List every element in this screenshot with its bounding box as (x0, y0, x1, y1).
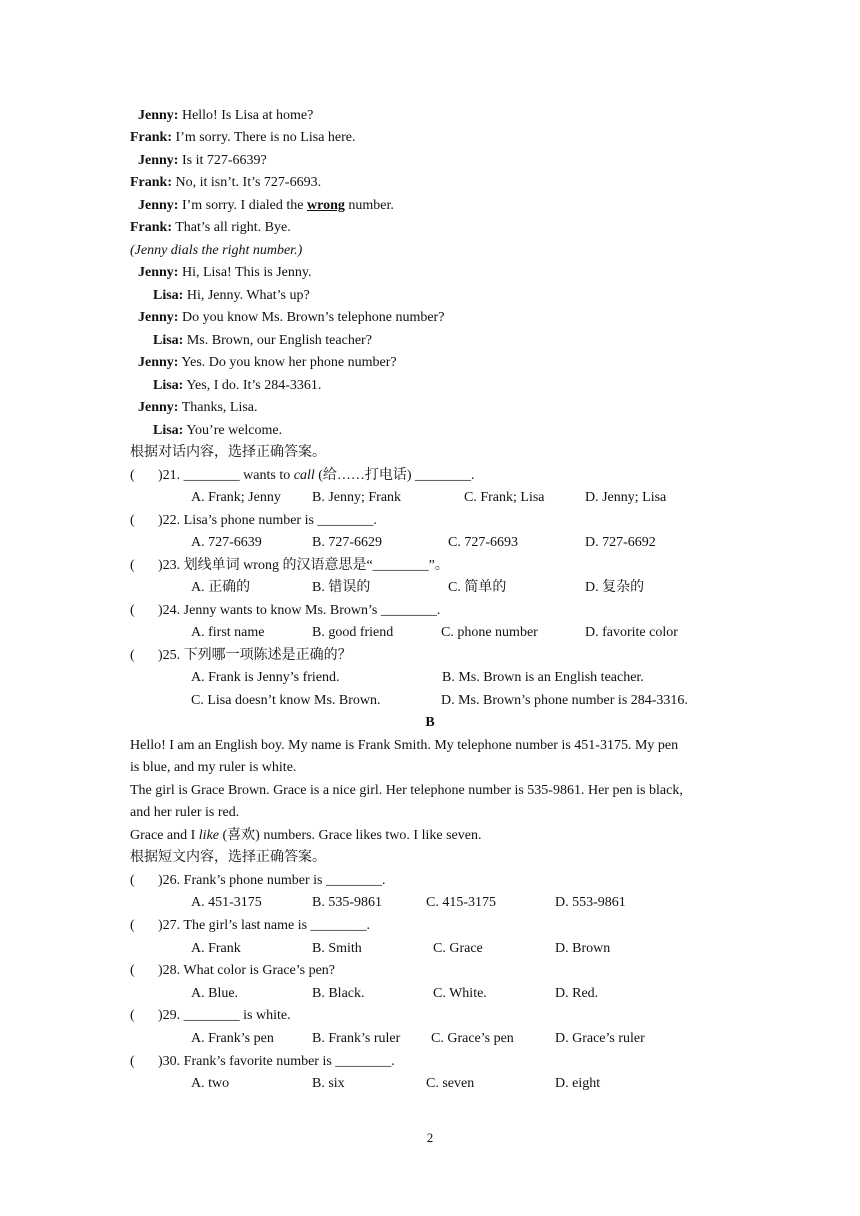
option-d: D. eight (555, 1076, 601, 1091)
answer-bracket[interactable]: ( (130, 603, 135, 618)
option-c: C. phone number (441, 625, 538, 640)
option-a: A. Frank is Jenny’s friend. (191, 670, 340, 685)
passage-line: Hello! I am an English boy. My name is Frank Smith. My telephone number is 451-3175. My pen (130, 738, 679, 753)
dialogue-line: Jenny: Thanks, Lisa. (138, 400, 258, 415)
underlined-word: wrong (307, 198, 345, 213)
question-26: )26. Frank’s phone number is ________. (158, 873, 386, 888)
dialogue-line: Frank: I’m sorry. There is no Lisa here. (130, 130, 356, 145)
question-25: )25. 下列哪一项陈述是正确的？ (158, 648, 352, 663)
dialogue-line: Lisa: Yes, I do. It’s 284-3361. (153, 378, 322, 393)
answer-bracket[interactable]: ( (130, 963, 135, 978)
passage-line: is blue, and my ruler is white. (130, 760, 297, 775)
passage-line: and her ruler is red. (130, 805, 240, 820)
dialogue-line: Jenny: Yes. Do you know her phone number? (138, 355, 397, 370)
answer-bracket[interactable]: ( (130, 558, 135, 573)
option-a: A. 727-6639 (191, 535, 262, 550)
option-a: A. 正确的 (191, 580, 251, 595)
question-21: )21. ________ wants to call (给……打电话) ________. (158, 468, 475, 483)
option-a: A. Frank (191, 941, 241, 956)
instruction-a: 根据对话内容，选择正确答案。 (130, 445, 326, 460)
section-b-heading: B (425, 715, 435, 730)
question-28: )28. What color is Grace’s pen? (158, 963, 336, 978)
option-b: B. Jenny; Frank (312, 490, 402, 505)
option-b: B. good friend (312, 625, 394, 640)
answer-bracket[interactable]: ( (130, 873, 135, 888)
question-24: )24. Jenny wants to know Ms. Brown’s ________. (158, 603, 441, 618)
question-22: )22. Lisa’s phone number is ________. (158, 513, 377, 528)
option-b: B. Black. (312, 986, 365, 1001)
option-a: A. Blue. (191, 986, 239, 1001)
option-b: B. six (312, 1076, 345, 1091)
dialogue-line: Frank: No, it isn’t. It’s 727-6693. (130, 175, 322, 190)
dialogue-line: Lisa: You’re welcome. (153, 423, 283, 438)
answer-bracket[interactable]: ( (130, 468, 135, 483)
option-b: B. Smith (312, 941, 362, 956)
question-29: )29. ________ is white. (158, 1008, 291, 1023)
option-a: A. two (191, 1076, 230, 1091)
option-a: A. Frank; Jenny (191, 490, 281, 505)
dialogue-line: Lisa: Ms. Brown, our English teacher? (153, 333, 372, 348)
answer-bracket[interactable]: ( (130, 648, 135, 663)
question-30: )30. Frank’s favorite number is ________. (158, 1054, 395, 1069)
option-d: D. 553-9861 (555, 895, 626, 910)
dialogue-line: Jenny: Is it 727-6639? (138, 153, 267, 168)
answer-bracket[interactable]: ( (130, 918, 135, 933)
option-c: C. 415-3175 (426, 895, 496, 910)
answer-bracket[interactable]: ( (130, 1008, 135, 1023)
instruction-b: 根据短文内容，选择正确答案。 (130, 850, 326, 865)
page-number: 2 (426, 1130, 434, 1145)
answer-bracket[interactable]: ( (130, 1054, 135, 1069)
option-c: C. seven (426, 1076, 475, 1091)
option-d: D. Grace’s ruler (555, 1031, 645, 1046)
option-c: C. 简单的 (448, 580, 507, 595)
dialogue-line: Frank: That’s all right. Bye. (130, 220, 291, 235)
option-b: B. 错误的 (312, 580, 371, 595)
option-d: D. 复杂的 (585, 580, 645, 595)
option-c: C. Frank; Lisa (464, 490, 545, 505)
option-d: D. Jenny; Lisa (585, 490, 667, 505)
option-a: A. Frank’s pen (191, 1031, 274, 1046)
option-c: C. White. (433, 986, 487, 1001)
option-c: C. Grace (433, 941, 483, 956)
option-c: C. Grace’s pen (431, 1031, 514, 1046)
dialogue-line: Jenny: Hi, Lisa! This is Jenny. (138, 265, 312, 280)
stage-direction: (Jenny dials the right number.) (130, 243, 303, 258)
option-b: B. Ms. Brown is an English teacher. (442, 670, 644, 685)
answer-bracket[interactable]: ( (130, 513, 135, 528)
question-27: )27. The girl’s last name is ________. (158, 918, 371, 933)
option-b: B. 535-9861 (312, 895, 382, 910)
dialogue-line: Jenny: Hello! Is Lisa at home? (138, 108, 314, 123)
option-c: C. 727-6693 (448, 535, 518, 550)
option-d: D. Ms. Brown’s phone number is 284-3316. (441, 693, 688, 708)
dialogue-line: Lisa: Hi, Jenny. What’s up? (153, 288, 310, 303)
option-a: A. 451-3175 (191, 895, 262, 910)
option-d: D. favorite color (585, 625, 678, 640)
dialogue-line: Jenny: Do you know Ms. Brown’s telephone number? (138, 310, 445, 325)
option-b: B. Frank’s ruler (312, 1031, 401, 1046)
passage-line: The girl is Grace Brown. Grace is a nice girl. Her telephone number is 535-9861. Her pen is black, (130, 783, 683, 798)
option-d: D. 727-6692 (585, 535, 656, 550)
question-23: )23. 划线单词 wrong 的汉语意思是“________”。 (158, 558, 449, 573)
passage-line: Grace and I like (喜欢) numbers. Grace likes two. I like seven. (130, 828, 482, 843)
option-d: D. Red. (555, 986, 599, 1001)
dialogue-line: Jenny: I’m sorry. I dialed the wrong number. (138, 198, 394, 213)
option-d: D. Brown (555, 941, 611, 956)
option-b: B. 727-6629 (312, 535, 382, 550)
option-a: A. first name (191, 625, 265, 640)
option-c: C. Lisa doesn’t know Ms. Brown. (191, 693, 381, 708)
